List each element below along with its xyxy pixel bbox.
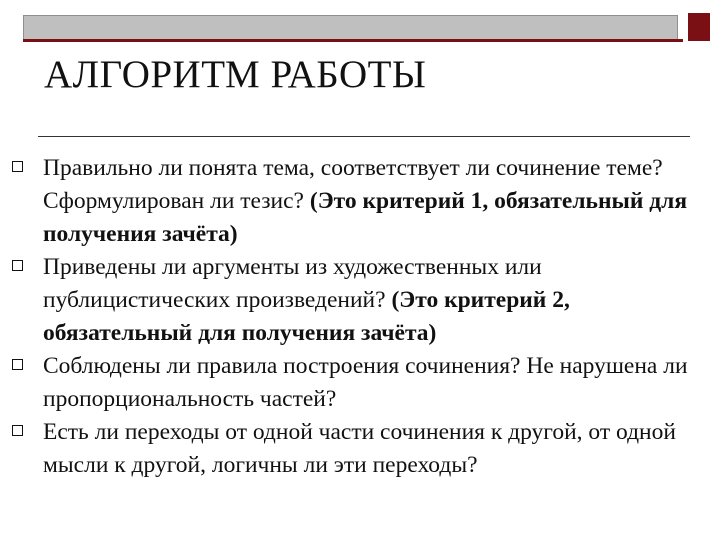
bullet-text (43, 251, 712, 350)
bullet-text (43, 152, 712, 251)
list-item (12, 251, 712, 350)
list-item (12, 416, 712, 482)
bullet-main-text: Есть ли переходы от одной части сочинения к другой, от одной мысли к другой, логичны ли эти переходы? (43, 419, 676, 478)
bullet-criterion-note: (Это критерий 2, обязательный для получения зачёта) (43, 287, 570, 346)
bullet-criterion-note: (Это критерий 1, обязательный для получения зачёта) (43, 188, 688, 247)
bullet-text (43, 416, 712, 482)
title-divider (38, 136, 690, 137)
square-bullet-icon (12, 359, 23, 370)
bullet-main-text: Соблюдены ли правила построения сочинения? Не нарушена ли пропорциональность частей? (43, 353, 688, 412)
bullet-main-text: Приведены ли аргументы из художественных или публицистических произведений? (43, 254, 542, 313)
bullet-text (43, 350, 712, 416)
header-accent-line (23, 39, 683, 42)
square-bullet-icon (12, 161, 23, 172)
bullet-main-text: Правильно ли понята тема, соответствует ли сочинение теме? Сформулирован ли тезис? (43, 155, 663, 214)
bullet-list (12, 152, 712, 482)
header-bar (23, 15, 678, 40)
list-item (12, 152, 712, 251)
header-accent-square (688, 13, 710, 41)
square-bullet-icon (12, 260, 23, 271)
slide-title: АЛГОРИТМ РАБОТЫ (44, 53, 427, 96)
list-item (12, 350, 712, 416)
square-bullet-icon (12, 425, 23, 436)
